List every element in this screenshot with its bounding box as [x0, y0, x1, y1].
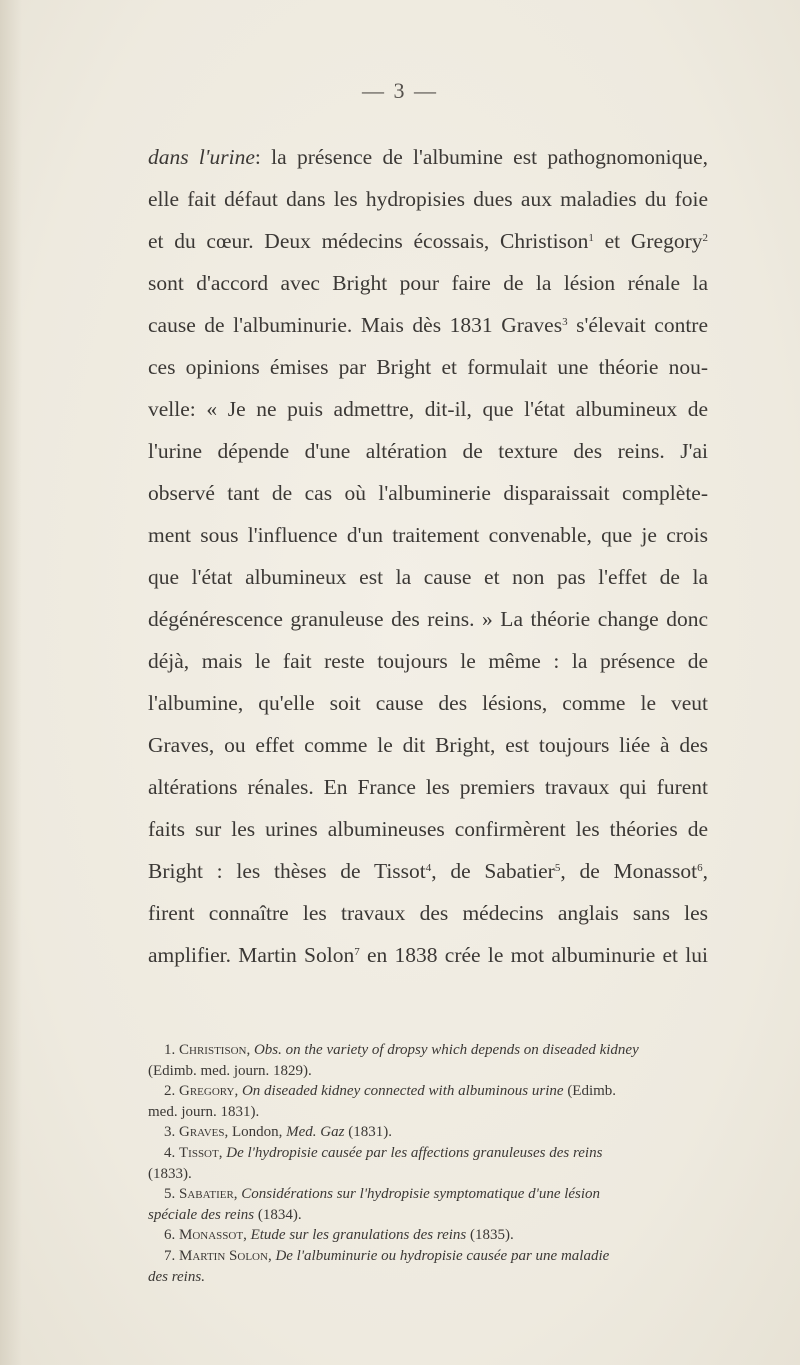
text-line: l'urine dépende d'une altération de texture des reins. J'ai	[148, 439, 708, 463]
footnote-ref: 7	[354, 946, 360, 958]
text-line: Graves, ou effet comme le dit Bright, est toujours liée à des	[148, 733, 708, 757]
text-line: dans l'urine: la présence de l'albumine est pathognomonique,	[148, 145, 708, 169]
text-line: dégénérescence granuleuse des reins. » La théorie change donc	[148, 607, 708, 631]
footnote-ref: 2	[702, 232, 708, 244]
footnote-7-cont: des reins.	[148, 1268, 205, 1285]
text-line: déjà, mais le fait reste toujours le même : la présence de	[148, 649, 708, 673]
text-line: sont d'accord avec Bright pour faire de la lésion rénale la	[148, 271, 708, 295]
footnote-ref: 6	[697, 862, 703, 874]
text-line: ces opinions émises par Bright et formulait une théorie nou-	[148, 355, 708, 379]
text-line: elle fait défaut dans les hydropisies dues aux maladies du foie	[148, 187, 708, 211]
footnote-4: 4. Tissot, De l'hydropisie causée par les affections granuleuses des reins	[164, 1144, 603, 1161]
text-line: observé tant de cas où l'albuminerie disparaissait complète-	[148, 481, 708, 505]
footnote-6: 6. Monassot, Etude sur les granulations des reins (1835).	[164, 1227, 514, 1244]
footnote-3: 3. Graves, London, Med. Gaz (1831).	[164, 1124, 392, 1141]
footnote-2-cont: med. journ. 1831).	[148, 1103, 260, 1120]
footnote-5-cont: spéciale des reins (1834).	[148, 1206, 302, 1223]
footnote-5: 5. Sabatier, Considérations sur l'hydropisie symptomatique d'une lésion	[164, 1186, 601, 1203]
footnote-ref: 3	[562, 316, 568, 328]
text-line: que l'état albumineux est la cause et non pas l'effet de la	[148, 565, 708, 589]
footnote-ref: 1	[588, 232, 594, 244]
text-line: amplifier. Martin Solon$^7$ en 1838 crée le mot albuminurie et lui	[148, 943, 708, 967]
text-line: faits sur les urines albumineuses confirmèrent les théories de	[148, 817, 708, 841]
footnote-1-cont: (Edimb. med. journ. 1829).	[148, 1062, 312, 1079]
text-line: cause de l'albuminurie. Mais dès 1831 Graves$^3$ s'élevait contre	[148, 313, 708, 337]
page-edge-shadow	[0, 0, 22, 1365]
footnote-ref: 5	[554, 862, 561, 874]
text-line: l'albumine, qu'elle soit cause des lésions, comme le veut	[148, 691, 708, 715]
text-line: firent connaître les travaux des médecins anglais sans les	[148, 901, 708, 925]
main-text	[148, 136, 708, 976]
text-line: Bright : les thèses de Tissot$^4$, de Sabatier$^5$, de Monassot$^6$,	[148, 859, 708, 883]
text-line: altérations rénales. En France les premiers travaux qui furent	[148, 775, 708, 799]
text-line: ment sous l'influence d'un traitement convenable, que je crois	[148, 523, 708, 547]
page-number: — 3 —	[362, 78, 438, 103]
footnote-4-cont: (1833).	[148, 1165, 192, 1182]
footnote-ref: 4	[425, 862, 432, 874]
footnote-7: 7. Martin Solon, De l'albuminurie ou hydropisie causée par une maladie	[164, 1247, 610, 1264]
footnote-1: 1. Christison, Obs. on the variety of dropsy which depends on diseaded kidney	[164, 1042, 639, 1058]
footnotes	[148, 1040, 708, 1287]
text-line: et du cœur. Deux médecins écossais, Christison$^1$ et Gregory$^2$	[148, 229, 708, 253]
footnote-2: 2. Gregory, On diseaded kidney connected with albuminous urine (Edimb.	[164, 1083, 617, 1100]
text-line: velle: « Je ne puis admettre, dit-il, que l'état albumineux de	[148, 397, 708, 421]
